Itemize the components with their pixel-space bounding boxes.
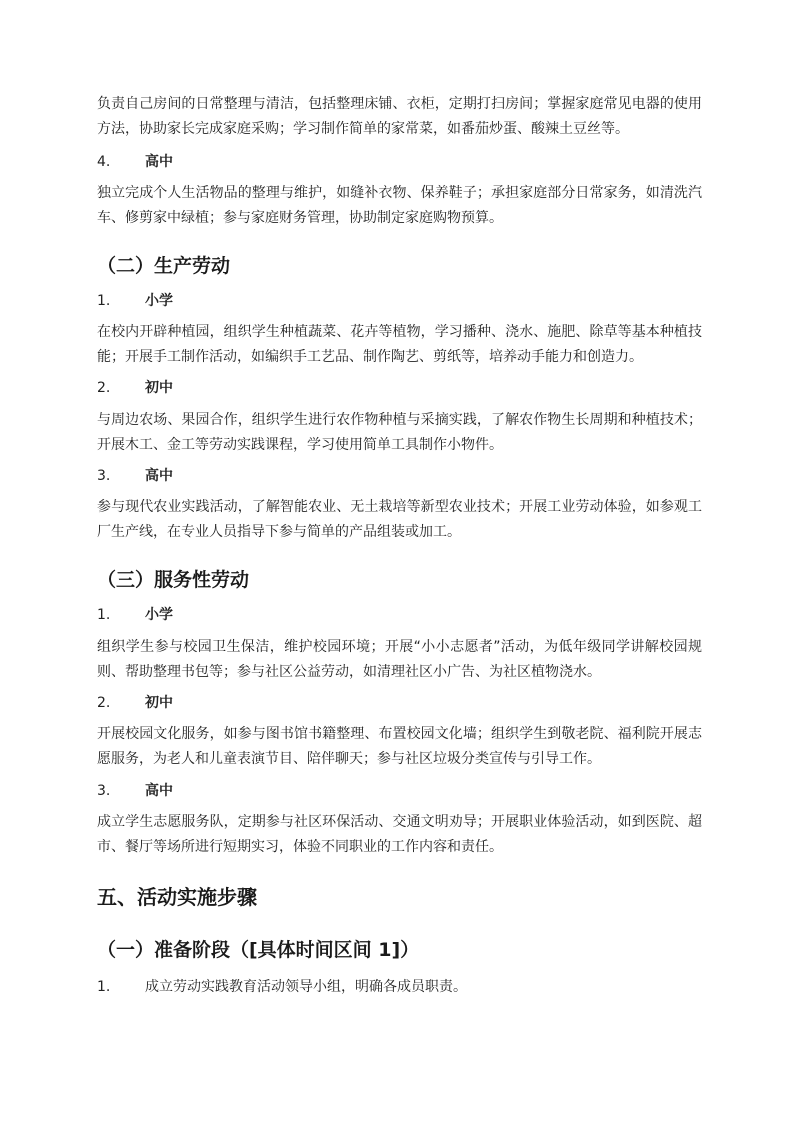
production-paragraph-2: 与周边农场、果园合作，组织学生进行农作物种植与采摘实践，了解农作物生长周期和种植技术；开展木工、金工等劳动实践课程，学习使用简单工具制作小物件。 xyxy=(97,412,702,453)
item-number: 3. xyxy=(97,783,111,799)
home-senior-paragraph: 独立完成个人生活物品的整理与维护，如缝补衣物、保养鞋子；承担家庭部分日常家务，如清洗汽车、修剪家中绿植；参与家庭财务管理，协助制定家庭购物预算。 xyxy=(97,185,702,226)
production-item-2 xyxy=(97,378,173,398)
production-item-1 xyxy=(97,291,173,311)
item-number: 3. xyxy=(97,468,111,484)
item-label: 高中 xyxy=(145,783,173,799)
junior-home-paragraph: 负责自己房间的日常整理与清洁，包括整理床铺、衣柜，定期打扫房间；掌握家庭常见电器的使用方法，协助家长完成家庭采购；学习制作简单的家常菜，如番茄炒蛋、酸辣土豆丝等。 xyxy=(97,96,702,137)
item-number: 1. xyxy=(97,293,111,309)
item-label: 小学 xyxy=(145,607,173,623)
steps-heading: 五、活动实施步骤 xyxy=(97,885,257,909)
item-label: 高中 xyxy=(145,154,173,170)
service-paragraph-1: 组织学生参与校园卫生保洁，维护校园环境；开展“小小志愿者”活动，为低年级同学讲解校园规则、帮助整理书包等；参与社区公益劳动，如清理社区小广告、为社区植物浇水。 xyxy=(97,639,702,680)
item-number: 2. xyxy=(97,695,111,711)
service-heading: （三）服务性劳动 xyxy=(97,569,250,591)
item-number: 4. xyxy=(97,154,111,170)
item-label: 小学 xyxy=(145,293,173,309)
production-item-3 xyxy=(97,466,173,486)
item-number: 1. xyxy=(97,979,111,995)
item-number: 2. xyxy=(97,380,111,396)
item-text: 成立劳动实践教育活动领导小组，明确各成员职责。 xyxy=(145,979,467,995)
production-paragraph-3: 参与现代农业实践活动，了解智能农业、无土栽培等新型农业技术；开展工业劳动体验，如参观工厂生产线，在专业人员指导下参与简单的产品组装或加工。 xyxy=(97,499,702,540)
item-number: 1. xyxy=(97,607,111,623)
home-senior-item xyxy=(97,152,173,172)
steps-item-1 xyxy=(97,977,467,997)
item-label: 高中 xyxy=(145,468,173,484)
prep-stage-heading: （一）准备阶段（[具体时间区间 1]） xyxy=(97,939,420,961)
service-paragraph-2: 开展校园文化服务，如参与图书馆书籍整理、布置校园文化墙；组织学生到敬老院、福利院开展志愿服务，为老人和儿童表演节目、陪伴聊天；参与社区垃圾分类宣传与引导工作。 xyxy=(97,726,702,767)
production-heading: （二）生产劳动 xyxy=(97,255,231,277)
service-item-1 xyxy=(97,605,173,625)
service-paragraph-3: 成立学生志愿服务队，定期参与社区环保活动、交通文明劝导；开展职业体验活动，如到医院、超市、餐厅等场所进行短期实习，体验不同职业的工作内容和责任。 xyxy=(97,814,702,855)
item-label: 初中 xyxy=(145,695,173,711)
item-label: 初中 xyxy=(145,380,173,396)
production-paragraph-1: 在校内开辟种植园，组织学生种植蔬菜、花卉等植物，学习播种、浇水、施肥、除草等基本种植技能；开展手工制作活动，如编织手工艺品、制作陶艺、剪纸等，培养动手能力和创造力。 xyxy=(97,324,702,365)
service-item-2 xyxy=(97,693,173,713)
service-item-3 xyxy=(97,781,173,801)
